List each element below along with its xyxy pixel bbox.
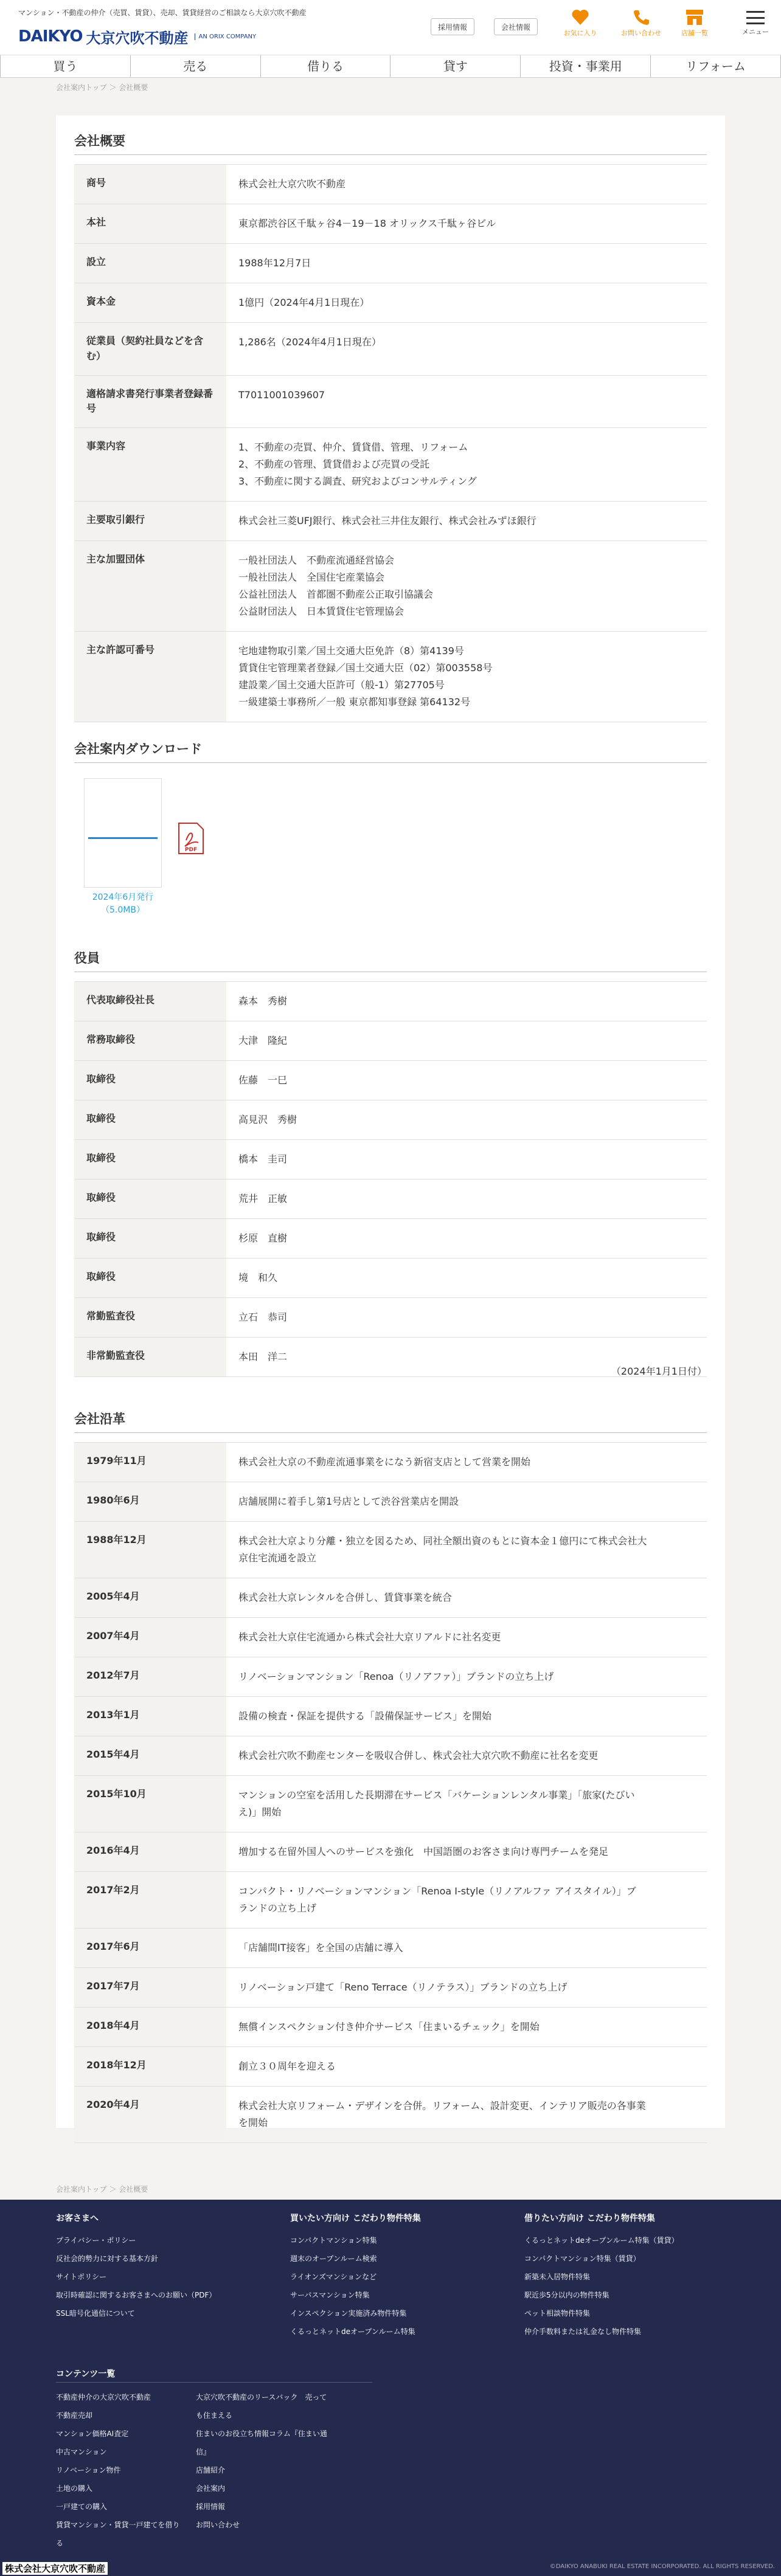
overview-row: [74, 541, 707, 632]
history-row: [74, 2008, 707, 2047]
row-value: [226, 502, 707, 540]
row-value-line: 京住宅流通を設立: [238, 1552, 317, 1564]
footer-link[interactable]: 大京穴吹不動産のリースバック 売っても住まえる: [196, 2393, 327, 2420]
row-label: 取締役: [74, 1179, 226, 1218]
row-value-line: 2、不動産の管理、賃貸借および売買の受託: [238, 458, 430, 471]
row-value-line: 株式会社穴吹不動産センターを吸収合併し、株式会社大京穴吹不動産に社名を変更: [238, 1750, 599, 1761]
row-value: [226, 1657, 707, 1696]
row-label: 1980年6月: [74, 1482, 226, 1521]
row-value: [226, 1522, 707, 1578]
overview-row: [74, 283, 707, 323]
footer-contents-links-b: [196, 2388, 330, 2534]
row-value: [226, 165, 707, 204]
footer-link[interactable]: 賃貸マンション・賃貸一戸建てを借りる: [56, 2521, 180, 2547]
row-value-line: 建設業／国土交通大臣許可（般-1）第27705号: [238, 679, 445, 691]
footer-contents-title: コンテンツ一覧: [56, 2369, 116, 2379]
row-label: 本社: [74, 204, 226, 243]
row-value-line: 一般社団法人 全国住宅産業協会: [238, 571, 385, 584]
footer-divider: [56, 2382, 372, 2383]
history-table: [74, 1442, 707, 2143]
favorites-label: お気に入り: [563, 29, 597, 37]
footer-customer-title: お客さまへ: [56, 2214, 99, 2223]
footer-link[interactable]: 取引時確認に関するお客さまへのお願い（PDF）: [56, 2291, 217, 2299]
row-value: [226, 1872, 707, 1928]
copyright: ©DAIKYO ANABUKI REAL ESTATE INCORPORATED. ALL RIGHTS RESERVED.: [549, 2563, 775, 2570]
row-value-line: 株式会社大京住宅流通から株式会社大京リアルドに社名変更: [238, 1631, 501, 1643]
nav-reform[interactable]: リフォーム: [650, 55, 781, 77]
row-value: [226, 323, 707, 375]
row-value-line: を開始: [238, 2117, 268, 2129]
row-label: 設立: [74, 244, 226, 283]
row-value: [226, 1832, 707, 1871]
row-label: 取締役: [74, 1219, 226, 1258]
row-value: [226, 1968, 707, 2007]
row-label: 従業員（契約社員などを含む）: [74, 323, 226, 375]
officer-row: [74, 1140, 707, 1179]
footer-link[interactable]: インスペクション実施済み物件特集: [290, 2309, 407, 2318]
nav-lease[interactable]: 貸す: [390, 55, 520, 77]
row-value-line: 株式会社大京の不動産流通事業をになう新宿支店として営業を開始: [238, 1456, 531, 1468]
footer-buy-links: [290, 2231, 497, 2341]
overview-row: [74, 165, 707, 204]
row-value-line: リノベーション戸建て「Reno Terrace（リノテラス）」ブランドの立ち上げ: [238, 1981, 568, 1993]
footer-link[interactable]: リノベーション物件: [56, 2466, 121, 2474]
overview-table: [74, 164, 707, 722]
row-label: 2018年12月: [74, 2047, 226, 2086]
history-row: [74, 1522, 707, 1578]
footer-rent-links: [524, 2231, 731, 2341]
row-label: 代表取締役社長: [74, 982, 226, 1021]
nav-sell[interactable]: 売る: [130, 55, 260, 77]
footer-link[interactable]: 住まいのお役立ち情報コラム『住まい通信』: [196, 2429, 327, 2456]
row-value: [226, 204, 707, 243]
row-value: [226, 1179, 707, 1218]
row-value: [226, 2087, 707, 2143]
row-value-line: 株式会社三菱UFJ銀行、株式会社三井住友銀行、株式会社みずほ銀行: [238, 515, 536, 527]
row-value: [226, 1776, 707, 1832]
row-value-line: 1988年12月7日: [238, 257, 311, 269]
row-value-line: 株式会社大京より分離・独立を図るため、同社全額出資のもとに資本金１億円にて株式会社大: [238, 1535, 647, 1547]
pdf-label: PDF: [184, 847, 198, 853]
brochure-thumbnail[interactable]: [84, 778, 162, 888]
footer-link[interactable]: くるっとネットdeオープンルーム特集（賃貸）: [524, 2236, 679, 2245]
row-label: 2012年7月: [74, 1657, 226, 1696]
footer-link[interactable]: ペット相談物件特集: [524, 2309, 591, 2318]
footer-link[interactable]: コンパクトマンション特集（賃貸）: [524, 2254, 640, 2263]
footer-link[interactable]: 新築未入居物件特集: [524, 2273, 591, 2281]
row-value: [226, 1021, 707, 1060]
history-title: 会社沿革: [74, 1409, 707, 1433]
overview-title: 会社概要: [74, 131, 707, 155]
row-value-line: 創立３０周年を迎える: [238, 2060, 336, 2072]
row-label: 取締役: [74, 1061, 226, 1100]
row-value-line: 1、不動産の売買、仲介、賃貸借、管理、リフォーム: [238, 441, 468, 454]
row-label: 1979年11月: [74, 1443, 226, 1482]
row-value-line: 高見沢 秀樹: [238, 1114, 297, 1125]
row-value: [226, 1929, 707, 1967]
row-label: 2017年2月: [74, 1872, 226, 1928]
row-label: 主な加盟団体: [74, 541, 226, 631]
footer-link[interactable]: マンション価格AI査定: [56, 2429, 129, 2438]
row-value-line: 株式会社大京レンタルを合併し、賃貸事業を統合: [238, 1592, 452, 1603]
row-value: [226, 632, 707, 722]
officer-row: [74, 1179, 707, 1219]
history-row: [74, 1697, 707, 1736]
officers-table: [74, 981, 707, 1377]
row-value: [226, 541, 707, 631]
nav-rent[interactable]: 借りる: [260, 55, 390, 77]
phone-icon: [632, 9, 650, 26]
footer-link[interactable]: お問い合わせ: [196, 2521, 240, 2529]
breadcrumb[interactable]: 会社案内トップ ＞ 会社概要: [56, 83, 148, 92]
row-value-line: 荒井 正敏: [238, 1193, 288, 1204]
row-value-line: 店舗展開に着手し第1号店として渋谷営業店を開設: [238, 1496, 459, 1507]
row-label: 2020年4月: [74, 2087, 226, 2143]
row-value: [226, 982, 707, 1021]
row-value: [226, 244, 707, 283]
header-tagline: マンション・不動産の仲介（売買、賃貸）、売却、賃貸経営のご相談なら大京穴吹不動産: [18, 9, 307, 17]
officers-title: 役員: [74, 948, 707, 972]
row-value-line: 佐藤 一巳: [238, 1074, 288, 1086]
row-value-line: 杉原 直樹: [238, 1232, 288, 1244]
officer-row: [74, 1259, 707, 1298]
row-value: [226, 1736, 707, 1775]
row-value-line: 立石 恭司: [238, 1311, 288, 1323]
heart-icon: [571, 9, 589, 26]
history-row: [74, 1578, 707, 1618]
overview-row: [74, 502, 707, 541]
row-value-line: 増加する在留外国人へのサービスを強化 中国語圏のお客さま向け専門チームを発足: [238, 1846, 609, 1857]
row-label: 2007年4月: [74, 1618, 226, 1657]
row-label: 主要取引銀行: [74, 502, 226, 540]
footer-link[interactable]: 中古マンション: [56, 2448, 107, 2456]
global-nav: [0, 55, 781, 78]
row-value-line: 賃貸住宅管理業者登録／国土交通大臣（02）第003558号: [238, 662, 493, 674]
recruit-button[interactable]: 採用情報: [431, 18, 474, 35]
favorites-link[interactable]: [555, 9, 606, 38]
row-value-line: 設備の検査・保証を提供する「設備保証サービス」を開始: [238, 1710, 492, 1722]
footer-link[interactable]: 一戸建ての購入: [56, 2502, 108, 2511]
row-value-line: リノベーションマンション「Renoa（リノアファ）」ブランドの立ち上げ: [238, 1671, 554, 1682]
row-value-line: え)」開始: [238, 1806, 282, 1818]
row-value-line: 森本 秀樹: [238, 995, 288, 1007]
history-row: [74, 2047, 707, 2087]
company-info-button[interactable]: 会社情報: [494, 18, 538, 35]
officers-as-of: （2024年1月1日付）: [611, 1366, 707, 1377]
row-value: [226, 1697, 707, 1736]
history-row: [74, 1443, 707, 1482]
row-value-line: 橋本 圭司: [238, 1153, 288, 1165]
overview-row: [74, 244, 707, 283]
overview-row: [74, 632, 707, 722]
history-row: [74, 1832, 707, 1872]
row-value-line: 「店舗間IT接客」を全国の店舗に導入: [238, 1942, 403, 1953]
site-logo[interactable]: [18, 27, 256, 46]
row-value-line: 一般社団法人 不動産流通経営協会: [238, 554, 395, 567]
row-value: [226, 2047, 707, 2086]
row-value-line: 大津 隆紀: [238, 1035, 288, 1046]
logo-mark: DAIKYO: [18, 27, 83, 46]
download-title: 会社案内ダウンロード: [74, 739, 707, 763]
footer-link[interactable]: 店舗紹介: [196, 2466, 226, 2474]
footer-link[interactable]: 土地の購入: [56, 2484, 93, 2493]
row-value: [226, 1298, 707, 1337]
brochure-download[interactable]: [80, 778, 165, 917]
row-label: 常務取締役: [74, 1021, 226, 1060]
row-label: 事業内容: [74, 428, 226, 501]
row-value: [226, 1618, 707, 1657]
footer-link[interactable]: 不動産売却: [56, 2411, 93, 2420]
officer-row: [74, 1219, 707, 1259]
row-value-line: コンパクト・リノベーションマンション「Renoa I-style（リノアルファ アイスタイル）」ブ: [238, 1885, 636, 1897]
row-value: [226, 1443, 707, 1482]
menu-label: メニュー: [742, 28, 769, 36]
brochure-link[interactable]: [80, 891, 165, 917]
logo-sub: AN ORIX COMPANY: [195, 33, 257, 40]
row-label: 取締役: [74, 1140, 226, 1179]
footer-link[interactable]: 会社案内: [196, 2484, 226, 2493]
brochure-size[interactable]: （5.0MB）: [101, 905, 145, 915]
row-value: [226, 1482, 707, 1521]
row-value-line: 宅地建物取引業／国土交通大臣免許（8）第4139号: [238, 645, 464, 657]
history-row: [74, 1657, 707, 1697]
row-value-line: 公益財団法人 日本賃貸住宅管理協会: [238, 606, 404, 618]
row-value-line: 1億円（2024年4月1日現在）: [238, 297, 370, 308]
row-value-line: 1,286名（2024年4月1日現在）: [238, 336, 381, 348]
overview-row: [74, 323, 707, 376]
row-value-line: 株式会社大京リフォーム・デザインを合併。リフォーム、設計変更、インテリア販売の各事業: [238, 2100, 646, 2112]
row-label: 商号: [74, 165, 226, 204]
footer-link[interactable]: 採用情報: [196, 2502, 226, 2511]
row-value: [226, 1259, 707, 1297]
row-label: 2015年10月: [74, 1776, 226, 1832]
row-label: 2013年1月: [74, 1697, 226, 1736]
hamburger-icon: [746, 11, 765, 24]
row-label: 取締役: [74, 1100, 226, 1139]
row-value: [226, 1140, 707, 1179]
row-value: [226, 376, 707, 428]
footer-link[interactable]: 反社会的勢力に対する基本方針: [56, 2254, 159, 2263]
nav-buy[interactable]: 買う: [0, 55, 130, 77]
row-label: 非常勤監査役: [74, 1338, 226, 1376]
logo-name: 大京穴吹不動産: [86, 29, 189, 47]
row-value-line: 東京都渋谷区千駄ヶ谷4－19－18 オリックス千駄ヶ谷ビル: [238, 218, 496, 229]
history-row: [74, 1929, 707, 1968]
history-row: [74, 1872, 707, 1929]
row-value-line: マンションの空室を活用した長期滞在サービス「バケーションレンタル事業」「旅家(たびい: [238, 1789, 635, 1801]
row-label: 主な許認可番号: [74, 632, 226, 722]
footer-link[interactable]: 仲介手数料または礼金なし物件特集: [524, 2327, 642, 2336]
row-value: [226, 1100, 707, 1139]
row-label: 常勤監査役: [74, 1298, 226, 1337]
footer-buy-title: 買いたい方向け こだわり物件特集: [290, 2214, 421, 2223]
row-value-line: 無償インスペクション付き仲介サービス「住まいるチェック」を開始: [238, 2021, 540, 2032]
row-label: 1988年12月: [74, 1522, 226, 1578]
stores-label: 店舗一覧: [681, 29, 708, 37]
history-row: [74, 1482, 707, 1522]
officer-row: [74, 1061, 707, 1100]
footer-link[interactable]: SSL暗号化通信について: [56, 2309, 135, 2318]
row-value: [226, 2008, 707, 2046]
menu-button[interactable]: [736, 11, 775, 36]
footer-link[interactable]: 駅近歩5分以内の物件特集: [524, 2291, 609, 2299]
row-value-line: 本田 洋二: [238, 1351, 288, 1362]
row-label: 2015年4月: [74, 1736, 226, 1775]
footer-link[interactable]: コンパクトマンション特集: [290, 2236, 377, 2245]
stores-link[interactable]: [669, 9, 720, 38]
brochure-date[interactable]: 2024年6月発行: [92, 893, 154, 902]
row-label: 2017年7月: [74, 1968, 226, 2007]
row-label: 2016年4月: [74, 1832, 226, 1871]
row-value: [226, 428, 707, 501]
row-label: 取締役: [74, 1259, 226, 1297]
officer-row: [74, 982, 707, 1021]
row-value: [226, 1061, 707, 1100]
footer-link[interactable]: サーパスマンション特集: [290, 2291, 370, 2299]
history-row: [74, 2087, 707, 2143]
footer-company-name: 株式会社大京穴吹不動産: [2, 2562, 108, 2575]
row-value-line: 3、不動産に関する調査、研究およびコンサルティング: [238, 475, 477, 488]
history-row: [74, 1968, 707, 2008]
contact-link[interactable]: [616, 9, 667, 38]
store-icon: [685, 9, 704, 26]
row-value-line: 公益社団法人 首都圏不動産公正取引協議会: [238, 589, 434, 601]
row-label: 2018年4月: [74, 2008, 226, 2046]
row-value-line: 株式会社大京穴吹不動産: [238, 178, 346, 190]
site-footer: [0, 2200, 781, 2576]
row-value-line: 一級建築士事務所／一般 東京都知事登録 第64132号: [238, 696, 471, 708]
row-label: 2017年6月: [74, 1929, 226, 1967]
row-label: 適格請求書発行事業者登録番号: [74, 376, 226, 428]
breadcrumb-bottom[interactable]: 会社案内トップ ＞ 会社概要: [56, 2185, 148, 2194]
contact-label: お問い合わせ: [621, 29, 661, 37]
history-row: [74, 1736, 707, 1776]
row-label: 資本金: [74, 283, 226, 322]
footer-link[interactable]: ライオンズマンションなど: [290, 2273, 377, 2281]
row-value: [226, 283, 707, 322]
nav-investment[interactable]: 投資・事業用: [520, 55, 650, 77]
officer-row: [74, 1100, 707, 1140]
row-value-line: ランドの立ち上げ: [238, 1902, 317, 1914]
row-value: [226, 1219, 707, 1258]
footer-customer-links: [56, 2231, 263, 2322]
overview-row: [74, 376, 707, 429]
footer-link[interactable]: 週末のオープンルーム検索: [290, 2254, 377, 2263]
footer-link[interactable]: サイトポリシー: [56, 2273, 107, 2281]
footer-link[interactable]: 不動産仲介の大京穴吹不動産: [56, 2393, 151, 2402]
overview-row: [74, 428, 707, 502]
row-value: [226, 1578, 707, 1617]
footer-contents-links-a: [56, 2388, 184, 2552]
officer-row: [74, 1298, 707, 1338]
overview-row: [74, 204, 707, 244]
site-header: [0, 0, 781, 55]
footer-rent-title: 借りたい方向け こだわり物件特集: [524, 2214, 655, 2223]
footer-link[interactable]: プライバシー・ポリシー: [56, 2236, 136, 2245]
history-row: [74, 1618, 707, 1657]
row-label: 2005年4月: [74, 1578, 226, 1617]
main-content: [56, 116, 725, 2128]
footer-link[interactable]: くるっとネットdeオープンルーム特集: [290, 2327, 415, 2336]
history-row: [74, 1776, 707, 1832]
officer-row: [74, 1021, 707, 1061]
pdf-icon[interactable]: [178, 822, 204, 855]
row-value-line: T7011001039607: [238, 388, 325, 401]
row-value-line: 境 和久: [238, 1272, 278, 1283]
